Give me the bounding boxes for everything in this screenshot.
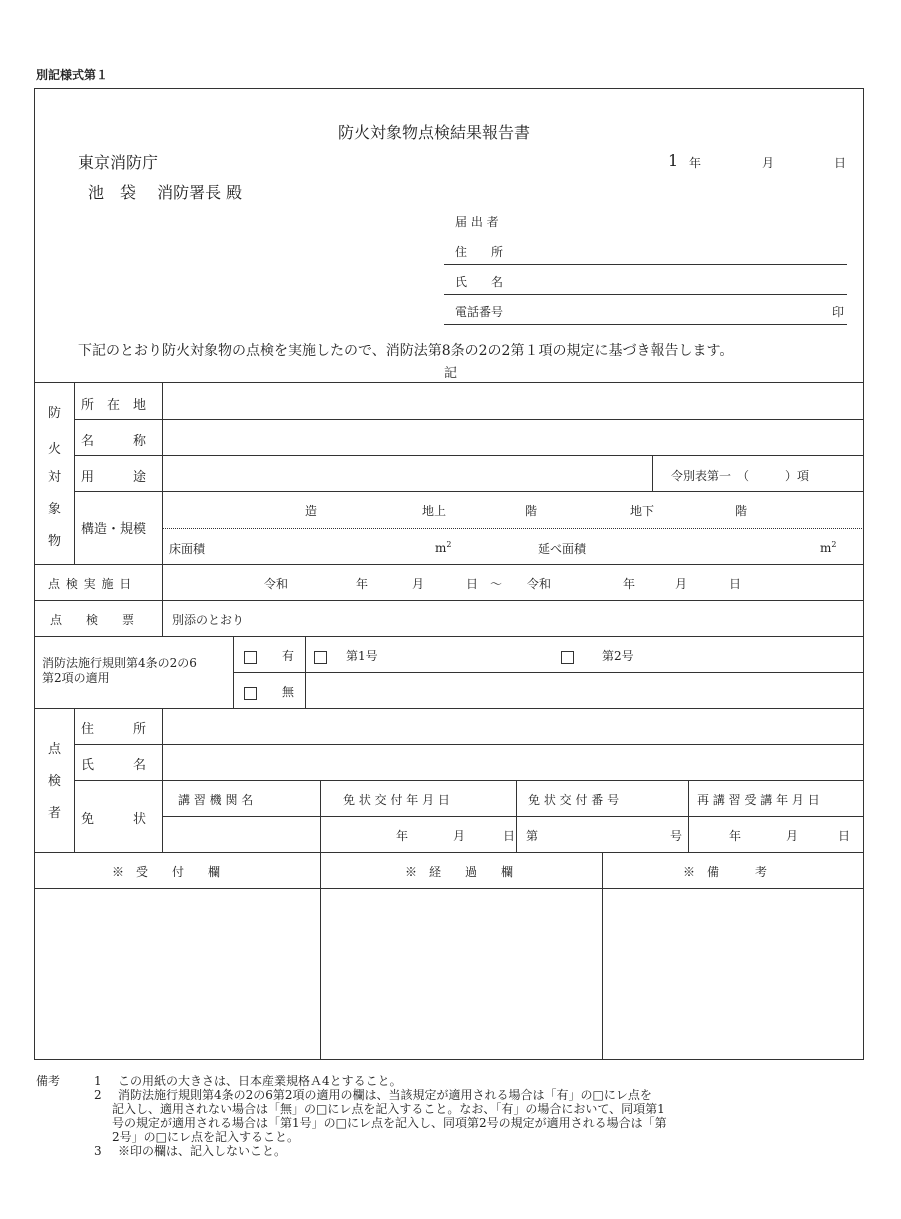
retrain-day-label: 日 [838, 829, 851, 843]
property-group-char-1: 防 [48, 406, 62, 421]
rule-item1-checkbox[interactable] [314, 647, 327, 666]
property-group-char-2: 火 [48, 442, 62, 457]
inspection-year-1: 年 [356, 577, 369, 591]
structure-kai1: 階 [525, 504, 538, 518]
floor-area-unit: $m^2$ [435, 540, 452, 555]
note-1-line-1: この用紙の大きさは、日本産業規格Ａ4とすること。 [106, 1074, 402, 1088]
rule-item2-checkbox[interactable] [561, 647, 574, 666]
remarks-column-header: ※ 備 考 [683, 865, 768, 879]
date-month-label: 月 [762, 156, 775, 170]
rule-no-checkbox[interactable] [244, 683, 257, 702]
inspection-year-2: 年 [623, 577, 636, 591]
property-group-char-5: 物 [48, 534, 62, 549]
structure-label: 構造・規模 [81, 522, 147, 537]
inspector-address-label: 住 所 [81, 722, 147, 737]
header-license-number: 免 状 交 付 番 号 [528, 793, 620, 807]
notes-label: 備考 [36, 1074, 61, 1088]
note-3-num: 3 [94, 1144, 102, 1158]
submitter-name-line [444, 294, 847, 295]
submitter-phone-label: 電話番号 [455, 305, 504, 319]
property-group-char-4: 象 [48, 502, 62, 517]
note-2-line-2: 記入し、適用されない場合は「無」の□にレ点を記入すること。なお、「有」の場合において、同項第1 [112, 1102, 665, 1116]
inspection-era-2: 令和 [527, 577, 552, 591]
rule-label-line2: 第2項の適用 [42, 671, 110, 685]
inspection-month-1: 月 [412, 577, 425, 591]
inspector-name-field[interactable] [163, 745, 863, 779]
issue-year-label: 年 [396, 829, 409, 843]
date-year-label: 年 [689, 156, 702, 170]
form-id: 別記様式第１ [36, 68, 109, 82]
inspection-month-2: 月 [675, 577, 688, 591]
rule-yes-label: 有 [282, 649, 295, 663]
structure-above: 地上 [422, 504, 447, 518]
inspection-sheet-label: 点 検 票 [50, 613, 135, 627]
inspection-date-label: 点 検 実 施 日 [48, 577, 133, 591]
total-area-label: 延べ面積 [538, 542, 587, 556]
property-name-field[interactable] [163, 420, 863, 454]
header-issue-date: 免 状 交 付 年 月 日 [343, 793, 450, 807]
date-day-label: 日 [834, 156, 847, 170]
progress-field [321, 889, 601, 1059]
inspection-era-1: 令和 [264, 577, 289, 591]
location-label: 所 在 地 [81, 398, 147, 413]
addressee-station: 池 袋 消防署長 殿 [88, 183, 243, 202]
structure-zou: 造 [305, 504, 318, 518]
seal-mark: 印 [832, 305, 845, 319]
statement: 下記のとおり防火対象物の点検を実施したので、消防法第8条の2の2第１項の規定に基づき報告します。 [78, 343, 734, 359]
submitter-address-label: 住 所 [455, 245, 504, 259]
number-prefix: 第 [526, 829, 539, 843]
inspector-name-label: 氏 名 [81, 758, 147, 773]
submitter-phone-line [444, 324, 847, 325]
inspection-tilde: 〜 [490, 577, 503, 591]
submitter-heading: 届 出 者 [455, 215, 499, 229]
rule-item2-label: 第2号 [602, 649, 634, 663]
note-2-line-1: 消防法施行規則第4条の2の6第2項の適用の欄は、当該規定が適用される場合は「有」の□にレ点を [106, 1088, 652, 1102]
use-label: 用 途 [81, 470, 147, 485]
reception-field [35, 889, 319, 1059]
issue-day-label: 日 [503, 829, 516, 843]
use-class[interactable]: 令別表第一 （ ）項 [671, 469, 810, 483]
total-area-unit: $m^2$ [820, 540, 837, 555]
inspector-group-char-3: 者 [48, 806, 62, 821]
note-2-line-3: 号の規定が適用される場合は「第1号」の□にレ点を記入し、同項第2号の規定が適用される場合は「第 [112, 1116, 667, 1130]
structure-kai2: 階 [735, 504, 748, 518]
submitter-name-label: 氏 名 [455, 275, 504, 289]
note-3-line-1: ※印の欄は、記入しないこと。 [106, 1144, 287, 1158]
retrain-year-label: 年 [729, 829, 742, 843]
inspector-address-field[interactable] [163, 709, 863, 743]
rule-yes-checkbox[interactable] [244, 647, 257, 666]
reception-column-header: ※ 受 付 欄 [112, 865, 221, 879]
note-1-num: 1 [94, 1074, 102, 1088]
issue-month-label: 月 [453, 829, 466, 843]
use-field[interactable] [163, 456, 651, 490]
floor-area-label: 床面積 [169, 542, 206, 556]
addressee-org: 東京消防庁 [78, 153, 159, 172]
date-year-value[interactable]: 1 [668, 151, 679, 170]
inspection-sheet-value: 別添のとおり [172, 613, 245, 627]
rule-item1-label: 第1号 [346, 649, 378, 663]
inspection-day-1: 日 [466, 577, 479, 591]
number-suffix: 号 [670, 829, 683, 843]
form-title: 防火対象物点検結果報告書 [338, 123, 531, 142]
rule-no-label: 無 [282, 685, 295, 699]
remarks-field [603, 889, 863, 1059]
name-label: 名 称 [81, 434, 147, 449]
inspection-day-2: 日 [729, 577, 742, 591]
rule-label-line1: 消防法施行規則第4条の2の6 [42, 656, 197, 670]
inspector-group-char-1: 点 [48, 742, 62, 757]
progress-column-header: ※ 経 過 欄 [405, 865, 514, 879]
license-label: 免 状 [81, 812, 147, 827]
location-field[interactable] [163, 383, 863, 418]
note-2-line-4: 2号」の□にレ点を記入すること。 [112, 1130, 299, 1144]
header-training-org: 講 習 機 関 名 [178, 793, 254, 807]
structure-below: 地下 [630, 504, 655, 518]
header-retrain-date: 再 講 習 受 講 年 月 日 [697, 793, 820, 807]
retrain-month-label: 月 [786, 829, 799, 843]
property-group-char-3: 対 [48, 470, 62, 485]
ki-label: 記 [444, 366, 458, 381]
submitter-address-line [444, 264, 847, 265]
note-2-num: 2 [94, 1088, 102, 1102]
training-org-field[interactable] [163, 817, 319, 851]
inspector-group-char-2: 検 [48, 774, 62, 789]
